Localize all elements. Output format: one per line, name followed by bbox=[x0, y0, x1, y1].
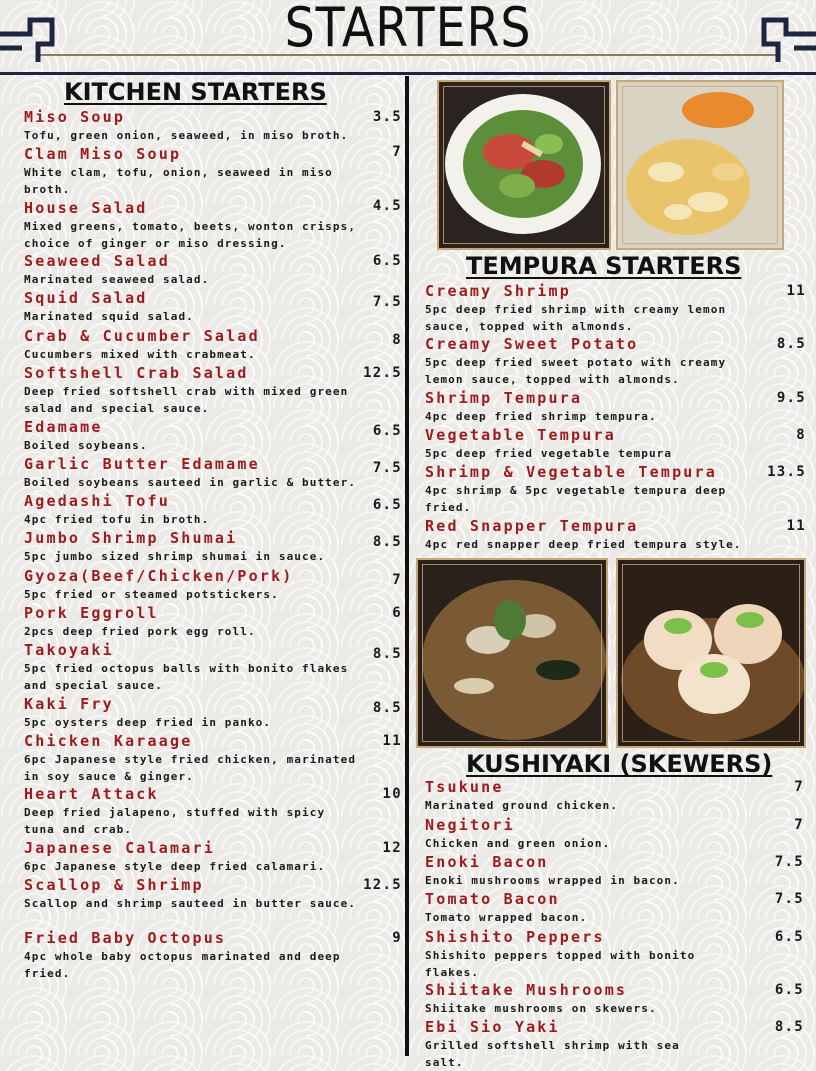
menu-item-name: Fried Baby Octopus bbox=[24, 929, 227, 947]
column-divider bbox=[405, 76, 409, 1056]
menu-item-price: 8.5 bbox=[774, 1019, 804, 1035]
menu-item-description: 2pcs deep fried pork egg roll. bbox=[24, 625, 256, 638]
menu-item-name: Shrimp & Vegetable Tempura bbox=[425, 463, 717, 481]
tempura-starters-heading: TEMPURA STARTERS bbox=[466, 252, 742, 280]
menu-item-description: Tomato wrapped bacon. bbox=[425, 911, 588, 924]
menu-item-name: Creamy Shrimp bbox=[425, 282, 571, 300]
menu-item-price: 8 bbox=[796, 427, 806, 443]
menu-item-price: 7 bbox=[392, 144, 402, 160]
menu-item-description: Grilled softshell shrimp with sea salt. bbox=[425, 1039, 680, 1069]
menu-item-name: Red Snapper Tempura bbox=[425, 517, 639, 535]
menu-item-description: Boiled soybeans sauteed in garlic & butter. bbox=[24, 476, 357, 489]
creamy-sweet-potato-photo bbox=[616, 80, 784, 250]
menu-item-name: Kaki Fry bbox=[24, 695, 114, 713]
salad-photo-art bbox=[439, 82, 611, 250]
menu-item-price: 8.5 bbox=[776, 336, 806, 352]
menu-item-description: Mixed greens, tomato, beets, wonton crisps, choice of ginger or miso dressing. bbox=[24, 220, 357, 250]
menu-item-description: Enoki mushrooms wrapped in bacon. bbox=[425, 874, 680, 887]
menu-item-description: Shiitake mushrooms on skewers. bbox=[425, 1002, 657, 1015]
menu-item-name: Crab & Cucumber Salad bbox=[24, 327, 260, 345]
menu-item-description: 6pc Japanese style deep fried calamari. bbox=[24, 860, 326, 873]
menu-item-price: 9 bbox=[392, 930, 402, 946]
menu-item-price: 11 bbox=[786, 283, 806, 299]
menu-item-name: Pork Eggroll bbox=[24, 604, 159, 622]
menu-item-description: Deep fried jalapeno, stuffed with spicy tuna and crab. bbox=[24, 806, 326, 836]
menu-item-name: Gyoza(Beef/Chicken/Pork) bbox=[24, 567, 294, 585]
page-header bbox=[0, 0, 816, 74]
menu-item-description: Chicken and green onion. bbox=[425, 837, 611, 850]
menu-item-name: Chicken Karaage bbox=[24, 732, 193, 750]
menu-item-price: 12 bbox=[382, 840, 402, 856]
menu-item-price: 6.5 bbox=[774, 982, 804, 998]
menu-item-price: 6.5 bbox=[372, 253, 402, 269]
menu-item-description: Cucumbers mixed with crabmeat. bbox=[24, 348, 256, 361]
page-title: STARTERS bbox=[284, 0, 532, 59]
menu-item-name: Shiitake Mushrooms bbox=[425, 981, 628, 999]
menu-item-price: 8 bbox=[392, 332, 402, 348]
menu-item-description: 4pc red snapper deep fried tempura style. bbox=[425, 538, 742, 551]
menu-item-price: 12.5 bbox=[363, 877, 402, 893]
menu-item-price: 8.5 bbox=[372, 534, 402, 550]
menu-item-description: 5pc deep fried shrimp with creamy lemon sauce, topped with almonds. bbox=[425, 303, 727, 333]
menu-item-description: Tofu, green onion, seaweed, in miso broth. bbox=[24, 129, 349, 142]
menu-item-name: Ebi Sio Yaki bbox=[425, 1018, 560, 1036]
menu-item-price: 6 bbox=[392, 605, 402, 621]
menu-item-price: 7 bbox=[794, 779, 804, 795]
menu-item-description: 6pc Japanese style fried chicken, marinated in soy sauce & ginger. bbox=[24, 753, 357, 783]
menu-item-price: 6.5 bbox=[372, 497, 402, 513]
menu-item-name: Agedashi Tofu bbox=[24, 492, 170, 510]
menu-item-price: 7 bbox=[794, 817, 804, 833]
menu-item-description: Marinated ground chicken. bbox=[425, 799, 619, 812]
menu-item-description: 5pc deep fried vegetable tempura bbox=[425, 447, 673, 460]
menu-item-description: 5pc jumbo sized shrimp shumai in sauce. bbox=[24, 550, 326, 563]
menu-item-price: 12.5 bbox=[363, 365, 402, 381]
menu-item-name: Softshell Crab Salad bbox=[24, 364, 249, 382]
menu-item-price: 9.5 bbox=[776, 390, 806, 406]
menu-item-price: 7.5 bbox=[372, 294, 402, 310]
menu-item-description: Marinated seaweed salad. bbox=[24, 273, 210, 286]
menu-item-price: 10 bbox=[382, 786, 402, 802]
menu-item-name: Heart Attack bbox=[24, 785, 159, 803]
menu-item-name: Miso Soup bbox=[24, 108, 126, 126]
salad-photo bbox=[437, 80, 611, 250]
menu-item-name: Scallop & Shrimp bbox=[24, 876, 204, 894]
menu-item-price: 11 bbox=[786, 518, 806, 534]
menu-item-price: 7 bbox=[392, 572, 402, 588]
menu-item-description: Shishito peppers topped with bonito flakes. bbox=[425, 949, 696, 979]
menu-item-description: Scallop and shrimp sauteed in butter sauce. bbox=[24, 897, 357, 910]
clam-miso-soup-photo bbox=[416, 558, 608, 748]
menu-item-name: Japanese Calamari bbox=[24, 839, 215, 857]
menu-item-description: 5pc deep fried sweet potato with creamy lemon sauce, topped with almonds. bbox=[425, 356, 727, 386]
miso-soup-photo-art bbox=[418, 560, 608, 748]
menu-item-description: White clam, tofu, onion, seaweed in miso broth. bbox=[24, 166, 333, 196]
menu-item-name: Edamame bbox=[24, 418, 103, 436]
menu-item-name: Creamy Sweet Potato bbox=[425, 335, 639, 353]
menu-item-price: 6.5 bbox=[372, 423, 402, 439]
menu-item-description: Marinated squid salad. bbox=[24, 310, 194, 323]
menu-item-name: Enoki Bacon bbox=[425, 853, 549, 871]
menu-item-name: Takoyaki bbox=[24, 641, 114, 659]
menu-item-price: 8.5 bbox=[372, 646, 402, 662]
menu-item-name: Jumbo Shrimp Shumai bbox=[24, 529, 238, 547]
menu-item-name: Seaweed Salad bbox=[24, 252, 170, 270]
shumai-photo-art bbox=[618, 560, 806, 748]
menu-item-description: Boiled soybeans. bbox=[24, 439, 148, 452]
menu-item-name: House Salad bbox=[24, 199, 148, 217]
menu-item-name: Garlic Butter Edamame bbox=[24, 455, 260, 473]
menu-item-price: 8.5 bbox=[372, 700, 402, 716]
menu-item-name: Shishito Peppers bbox=[425, 928, 605, 946]
menu-item-description: 4pc whole baby octopus marinated and deep fried. bbox=[24, 950, 341, 980]
menu-item-description: 5pc oysters deep fried in panko. bbox=[24, 716, 272, 729]
menu-item-price: 7.5 bbox=[372, 460, 402, 476]
menu-item-name: Tomato Bacon bbox=[425, 890, 560, 908]
menu-item-price: 3.5 bbox=[372, 109, 402, 125]
menu-item-price: 6.5 bbox=[774, 929, 804, 945]
menu-item-price: 4.5 bbox=[372, 198, 402, 214]
menu-item-description: Deep fried softshell crab with mixed green salad and special sauce. bbox=[24, 385, 349, 415]
kushiyaki-heading: KUSHIYAKI (SKEWERS) bbox=[466, 750, 773, 778]
menu-item-price: 7.5 bbox=[774, 854, 804, 870]
menu-item-description: 4pc fried tofu in broth. bbox=[24, 513, 210, 526]
menu-item-description: 4pc shrimp & 5pc vegetable tempura deep fried. bbox=[425, 484, 727, 514]
menu-item-name: Tsukune bbox=[425, 778, 504, 796]
menu-item-name: Shrimp Tempura bbox=[425, 389, 583, 407]
menu-item-description: 5pc fried or steamed potstickers. bbox=[24, 588, 279, 601]
menu-item-name: Negitori bbox=[425, 816, 515, 834]
menu-item-price: 13.5 bbox=[767, 464, 806, 480]
sweet-potato-photo-art bbox=[618, 82, 784, 250]
menu-item-price: 11 bbox=[382, 733, 402, 749]
menu-item-price: 7.5 bbox=[774, 891, 804, 907]
menu-item-name: Squid Salad bbox=[24, 289, 148, 307]
shrimp-shumai-photo bbox=[616, 558, 806, 748]
menu-item-name: Vegetable Tempura bbox=[425, 426, 616, 444]
menu-item-description: 4pc deep fried shrimp tempura. bbox=[425, 410, 657, 423]
menu-item-description: 5pc fried octopus balls with bonito flakes and special sauce. bbox=[24, 662, 349, 692]
kitchen-starters-heading: KITCHEN STARTERS bbox=[64, 78, 327, 106]
menu-item-name: Clam Miso Soup bbox=[24, 145, 182, 163]
